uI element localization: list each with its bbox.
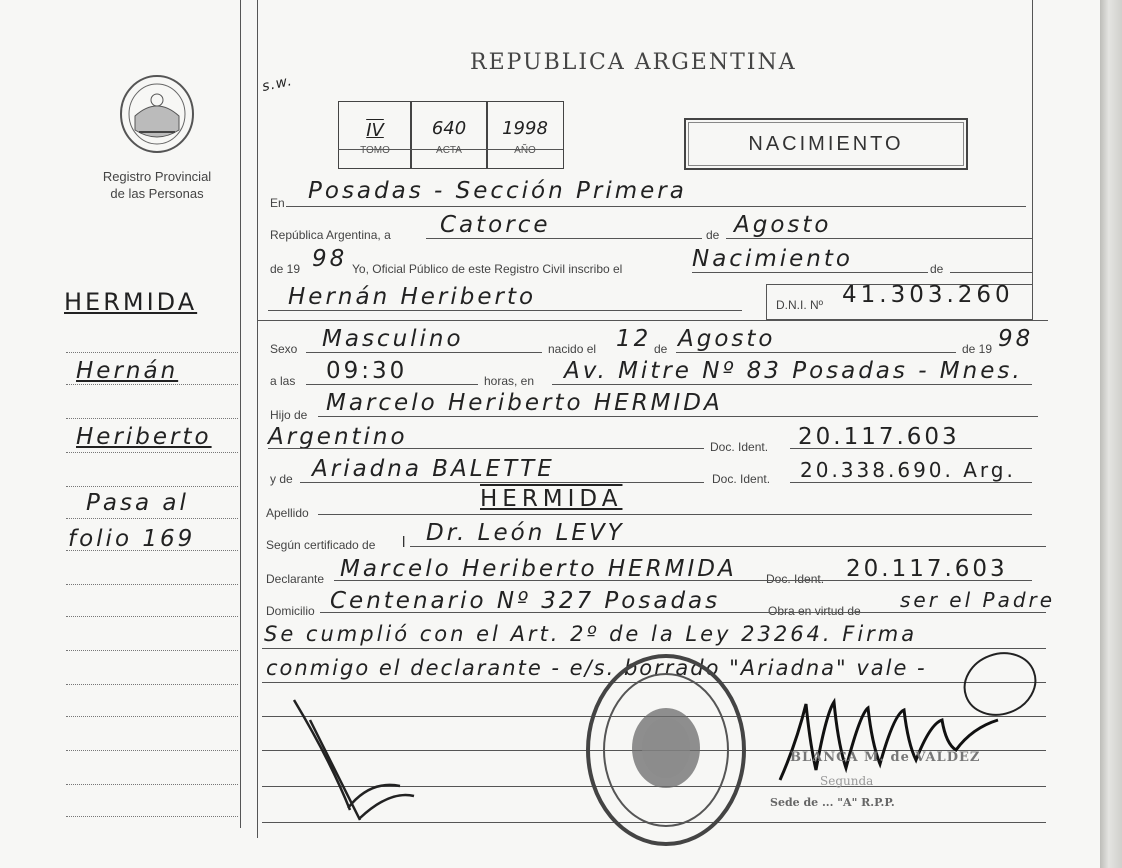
label-republica: República Argentina, a bbox=[270, 228, 391, 242]
page-edge bbox=[1100, 0, 1122, 868]
line bbox=[410, 546, 1046, 547]
official-seal-icon bbox=[582, 650, 750, 850]
label-y-de: y de bbox=[270, 472, 293, 486]
declarant-document: 20.117.603 bbox=[846, 556, 1008, 582]
label-en: En bbox=[270, 196, 285, 210]
margin-left-border bbox=[240, 0, 241, 828]
margin-line bbox=[66, 684, 238, 685]
mother-document: 20.338.690. Arg. bbox=[800, 458, 1016, 482]
line bbox=[790, 448, 1032, 449]
line bbox=[552, 384, 1032, 385]
father-name: Marcelo Heriberto HERMIDA bbox=[326, 390, 723, 416]
margin-line bbox=[66, 486, 238, 487]
child-name: Hernán Heriberto bbox=[288, 284, 537, 310]
officer-stamp-name: BLANCA M. de VALDEZ bbox=[790, 750, 981, 765]
label-doc-ident: Doc. Ident. bbox=[710, 440, 769, 454]
anio-value: 1998 bbox=[502, 118, 548, 139]
officer-stamp-office: Sede de ... "A" R.P.P. bbox=[770, 796, 895, 809]
label-doc-ident: Doc. Ident. bbox=[766, 572, 825, 586]
cert-prefix: l bbox=[402, 534, 406, 551]
father-nationality: Argentino bbox=[268, 424, 408, 450]
box-caption-divider bbox=[338, 149, 563, 150]
line bbox=[300, 482, 704, 483]
right-border-top bbox=[1032, 0, 1033, 320]
officer-signature-icon bbox=[776, 684, 1006, 784]
officer-statement: Yo, Oficial Público de este Registro Civil inscribo el bbox=[352, 262, 623, 276]
acta-cell bbox=[410, 101, 488, 169]
label-de: de bbox=[930, 262, 944, 276]
margin-folio: folio 169 bbox=[68, 526, 196, 552]
declarant-role: ser el Padre bbox=[900, 588, 1056, 612]
sex: Masculino bbox=[322, 326, 464, 352]
label-segun: Según certificado de bbox=[266, 538, 376, 552]
declarant-signature-icon bbox=[290, 690, 420, 830]
country-title: REPUBLICA ARGENTINA bbox=[470, 50, 797, 75]
coat-of-arms-icon bbox=[115, 70, 199, 154]
label-apellido: Apellido bbox=[266, 506, 309, 520]
father-document: 20.117.603 bbox=[798, 424, 960, 450]
birth-time: 09:30 bbox=[326, 358, 408, 384]
record-type-box: NACIMIENTO bbox=[684, 118, 968, 170]
line bbox=[790, 482, 1032, 483]
label-domicilio: Domicilio bbox=[266, 604, 315, 618]
label-dni: D.N.I. Nº bbox=[776, 298, 824, 312]
label-de: de bbox=[654, 342, 668, 356]
label-doc-ident: Doc. Ident. bbox=[712, 472, 771, 486]
acta-value: 640 bbox=[431, 118, 467, 139]
line bbox=[950, 272, 1032, 273]
margin-line bbox=[66, 518, 238, 519]
line bbox=[306, 352, 542, 353]
registration-year: 98 bbox=[312, 246, 348, 272]
margin-line bbox=[66, 750, 238, 751]
birth-day: 12 bbox=[616, 326, 652, 352]
margin-line bbox=[66, 452, 238, 453]
line bbox=[676, 352, 956, 353]
header-divider bbox=[258, 320, 1048, 321]
mother-name: Ariadna BALETTE bbox=[312, 456, 555, 482]
margin-name-1: Hernán bbox=[76, 358, 179, 384]
label-de-19: de 19 bbox=[962, 342, 993, 356]
acta-label: ACTA bbox=[436, 145, 462, 156]
margin-line bbox=[66, 784, 238, 785]
birth-year: 98 bbox=[998, 326, 1034, 352]
line bbox=[286, 206, 1026, 207]
line bbox=[318, 514, 1032, 515]
label-horas: horas, en bbox=[484, 374, 535, 388]
margin-pasa: Pasa al bbox=[86, 490, 189, 516]
registration-day: Catorce bbox=[440, 212, 551, 238]
margin-line bbox=[66, 816, 238, 817]
label-de: de bbox=[706, 228, 720, 242]
label-hijo-de: Hijo de bbox=[270, 408, 308, 422]
line bbox=[268, 310, 742, 311]
anio-label: AÑO bbox=[514, 145, 536, 156]
declarant-name: Marcelo Heriberto HERMIDA bbox=[340, 556, 737, 582]
act-type: Nacimiento bbox=[692, 246, 853, 272]
officer-stamp-title: Segunda bbox=[820, 774, 874, 788]
margin-line bbox=[66, 418, 238, 419]
line bbox=[262, 648, 1046, 649]
birth-place: Av. Mitre Nº 83 Posadas - Mnes. bbox=[564, 358, 1023, 384]
doctor-name: Dr. León LEVY bbox=[426, 520, 625, 546]
registry-name: Registro Provincial de las Personas bbox=[102, 169, 212, 201]
label-a-las: a las bbox=[270, 374, 296, 388]
label-declarante: Declarante bbox=[266, 572, 325, 586]
note-line-2: conmigo el declarante - e/s. borrado "Ariadna" vale - bbox=[266, 656, 927, 680]
line bbox=[426, 238, 702, 239]
line bbox=[692, 272, 928, 273]
margin-line bbox=[66, 650, 238, 651]
margin-line bbox=[66, 716, 238, 717]
tomo-value: IV bbox=[366, 120, 384, 141]
label-obra: Obra en virtud de bbox=[768, 604, 861, 618]
label-de-19: de 19 bbox=[270, 262, 301, 276]
margin-line bbox=[66, 584, 238, 585]
margin-surname: HERMIDA bbox=[64, 288, 198, 316]
note-line-1: Se cumplió con el Art. 2º de la Ley 23264. Firma bbox=[264, 622, 918, 646]
initials-note: s.w. bbox=[260, 72, 295, 96]
margin-line bbox=[66, 352, 238, 353]
margin-line bbox=[66, 616, 238, 617]
margin-right-border bbox=[257, 0, 258, 838]
margin-line bbox=[66, 384, 238, 385]
dni-number: 41.303.260 bbox=[842, 282, 1014, 308]
anio-cell bbox=[486, 101, 564, 169]
line bbox=[320, 612, 1046, 613]
birth-month: Agosto bbox=[678, 326, 776, 352]
margin-name-2: Heriberto bbox=[76, 424, 212, 450]
line bbox=[268, 448, 704, 449]
label-nacido: nacido el bbox=[548, 342, 597, 356]
surname: HERMIDA bbox=[480, 486, 623, 512]
tomo-cell bbox=[338, 101, 412, 169]
address: Centenario Nº 327 Posadas bbox=[330, 588, 721, 614]
line bbox=[726, 238, 1032, 239]
label-sexo: Sexo bbox=[270, 342, 298, 356]
line bbox=[334, 580, 1032, 581]
tomo-label: TOMO bbox=[360, 145, 390, 156]
registration-month: Agosto bbox=[734, 212, 832, 238]
line bbox=[306, 384, 478, 385]
line bbox=[318, 416, 1038, 417]
registration-place: Posadas - Sección Primera bbox=[308, 178, 687, 204]
